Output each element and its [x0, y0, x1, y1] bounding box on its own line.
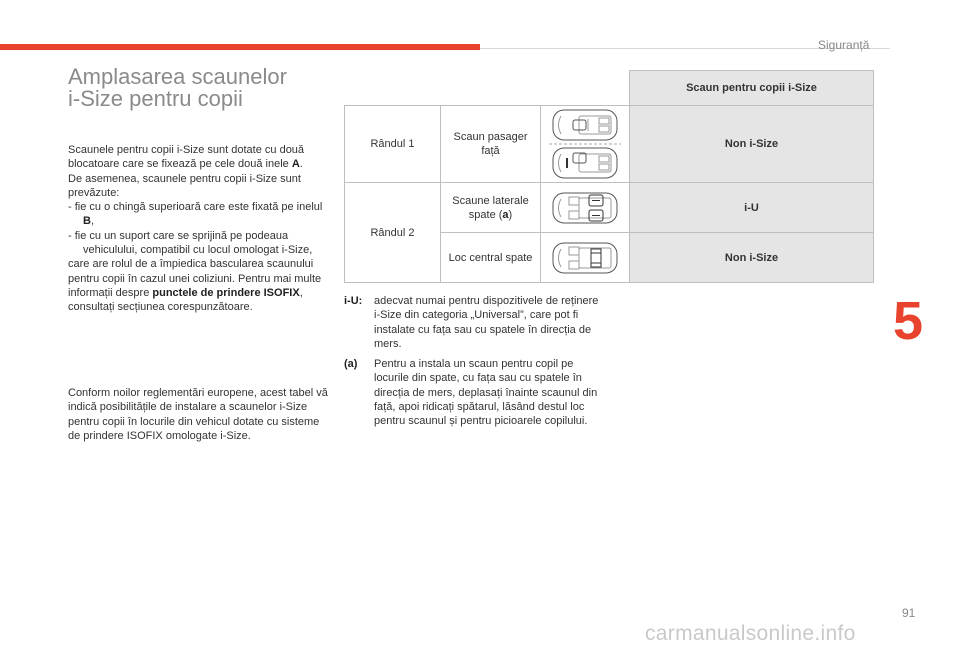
car-top-view-rear-center-icon	[547, 241, 623, 275]
note-text: Pentru a instala un scaun pentru copil pe locurile din spate, cu fața sau cu spatele în direcția de mers, deplasați înainte scaunul din față, apoi ridicați spătarul, lăsând destul loc pentru scaunul și pentru picioarele copilului.	[374, 358, 598, 428]
intro-text	[68, 143, 328, 315]
title-line-2: i-Size pentru copii	[68, 86, 243, 111]
note-text: adecvat numai pentru dispozitivele de reținere i-Size din categoria „Universal”, care pot fi instalate cu fața sau cu spatele în direcția de mers.	[374, 295, 599, 350]
note-key: i-U:	[344, 295, 363, 307]
table-header: Scaun pentru copii i-Size	[630, 71, 874, 106]
intro-list-item-2: - fie cu un suport care se sprijină pe podeaua vehiculului, compatibil cu locul omologat i-Size,	[68, 229, 313, 257]
row1-seat: Scaun pasager față	[441, 106, 541, 183]
accent-bar	[0, 44, 480, 50]
row1-value: Non i-Size	[630, 106, 874, 183]
ring-b-label: B	[83, 215, 91, 228]
intro-paragraph-3	[68, 257, 328, 314]
isofix-reference: punctele de prindere ISOFIX	[152, 286, 300, 299]
intro-p1-text: Scaunele pentru copii i-Size sunt dotate cu două blocatoare care se fixează pe cele două inele	[68, 144, 305, 171]
row2-label: Rândul 2	[345, 183, 441, 283]
intro-li1-end: ,	[90, 215, 95, 228]
car-top-view-front-passenger-icon	[547, 108, 623, 180]
note-iu	[344, 294, 606, 351]
note-key: (a)	[344, 358, 358, 371]
car-top-view-rear-sides-icon	[547, 191, 623, 225]
row1-car-diagram	[541, 106, 630, 183]
title-line-1: Amplasarea scaunelor	[68, 64, 287, 89]
intro-p1-end: .	[299, 158, 303, 171]
intro-paragraph-4: Conform noilor reglementări europene, acest tabel vă indică posibilitățile de instalare a scaunelor i-Size pentru copii în locurile din vehicul dotate cu sisteme de prindere ISOFIX omologate i-Size.	[68, 387, 328, 442]
row2-sides-value: i-U	[630, 183, 874, 233]
note-a-ref: a	[502, 208, 509, 221]
intro-list-item-1	[68, 200, 328, 229]
row2-seat-sides	[441, 183, 541, 233]
intro-paragraph-1	[68, 143, 328, 172]
table-corner	[345, 71, 630, 106]
row2-sides-car-diagram	[541, 183, 630, 233]
row2-seat-center: Loc central spate	[441, 233, 541, 283]
intro-p3-end: , consultați secțiunea corespunzătoare.	[68, 286, 303, 314]
note-a	[344, 357, 606, 428]
page-number: 91	[902, 606, 916, 620]
intro-li1-text: - fie cu o chingă superioară care este fixată pe inelul	[68, 201, 323, 214]
chapter-number: 5	[893, 291, 924, 351]
intro-p3-text: care are rolul de a împiedica bascularea scaunului pentru copii în cazul unei coliziuni. Pentru mai multe informații despre	[68, 258, 322, 299]
ring-a-label: A	[291, 158, 300, 171]
section-label: Siguranță	[818, 38, 870, 52]
page-title	[68, 66, 328, 110]
isize-seat-table	[344, 70, 874, 283]
rear-sides-text: Scaune laterale spate (	[452, 194, 529, 221]
row2-center-value: Non i-Size	[630, 233, 874, 283]
row1-label: Rândul 1	[345, 106, 441, 183]
row2-center-car-diagram	[541, 233, 630, 283]
table-notes	[344, 294, 606, 435]
rear-sides-end: )	[508, 208, 513, 221]
watermark: carmanualsonline.info	[645, 622, 856, 645]
intro-paragraph-2: De asemenea, scaunele pentru copii i-Size sunt prevăzute:	[68, 172, 301, 199]
